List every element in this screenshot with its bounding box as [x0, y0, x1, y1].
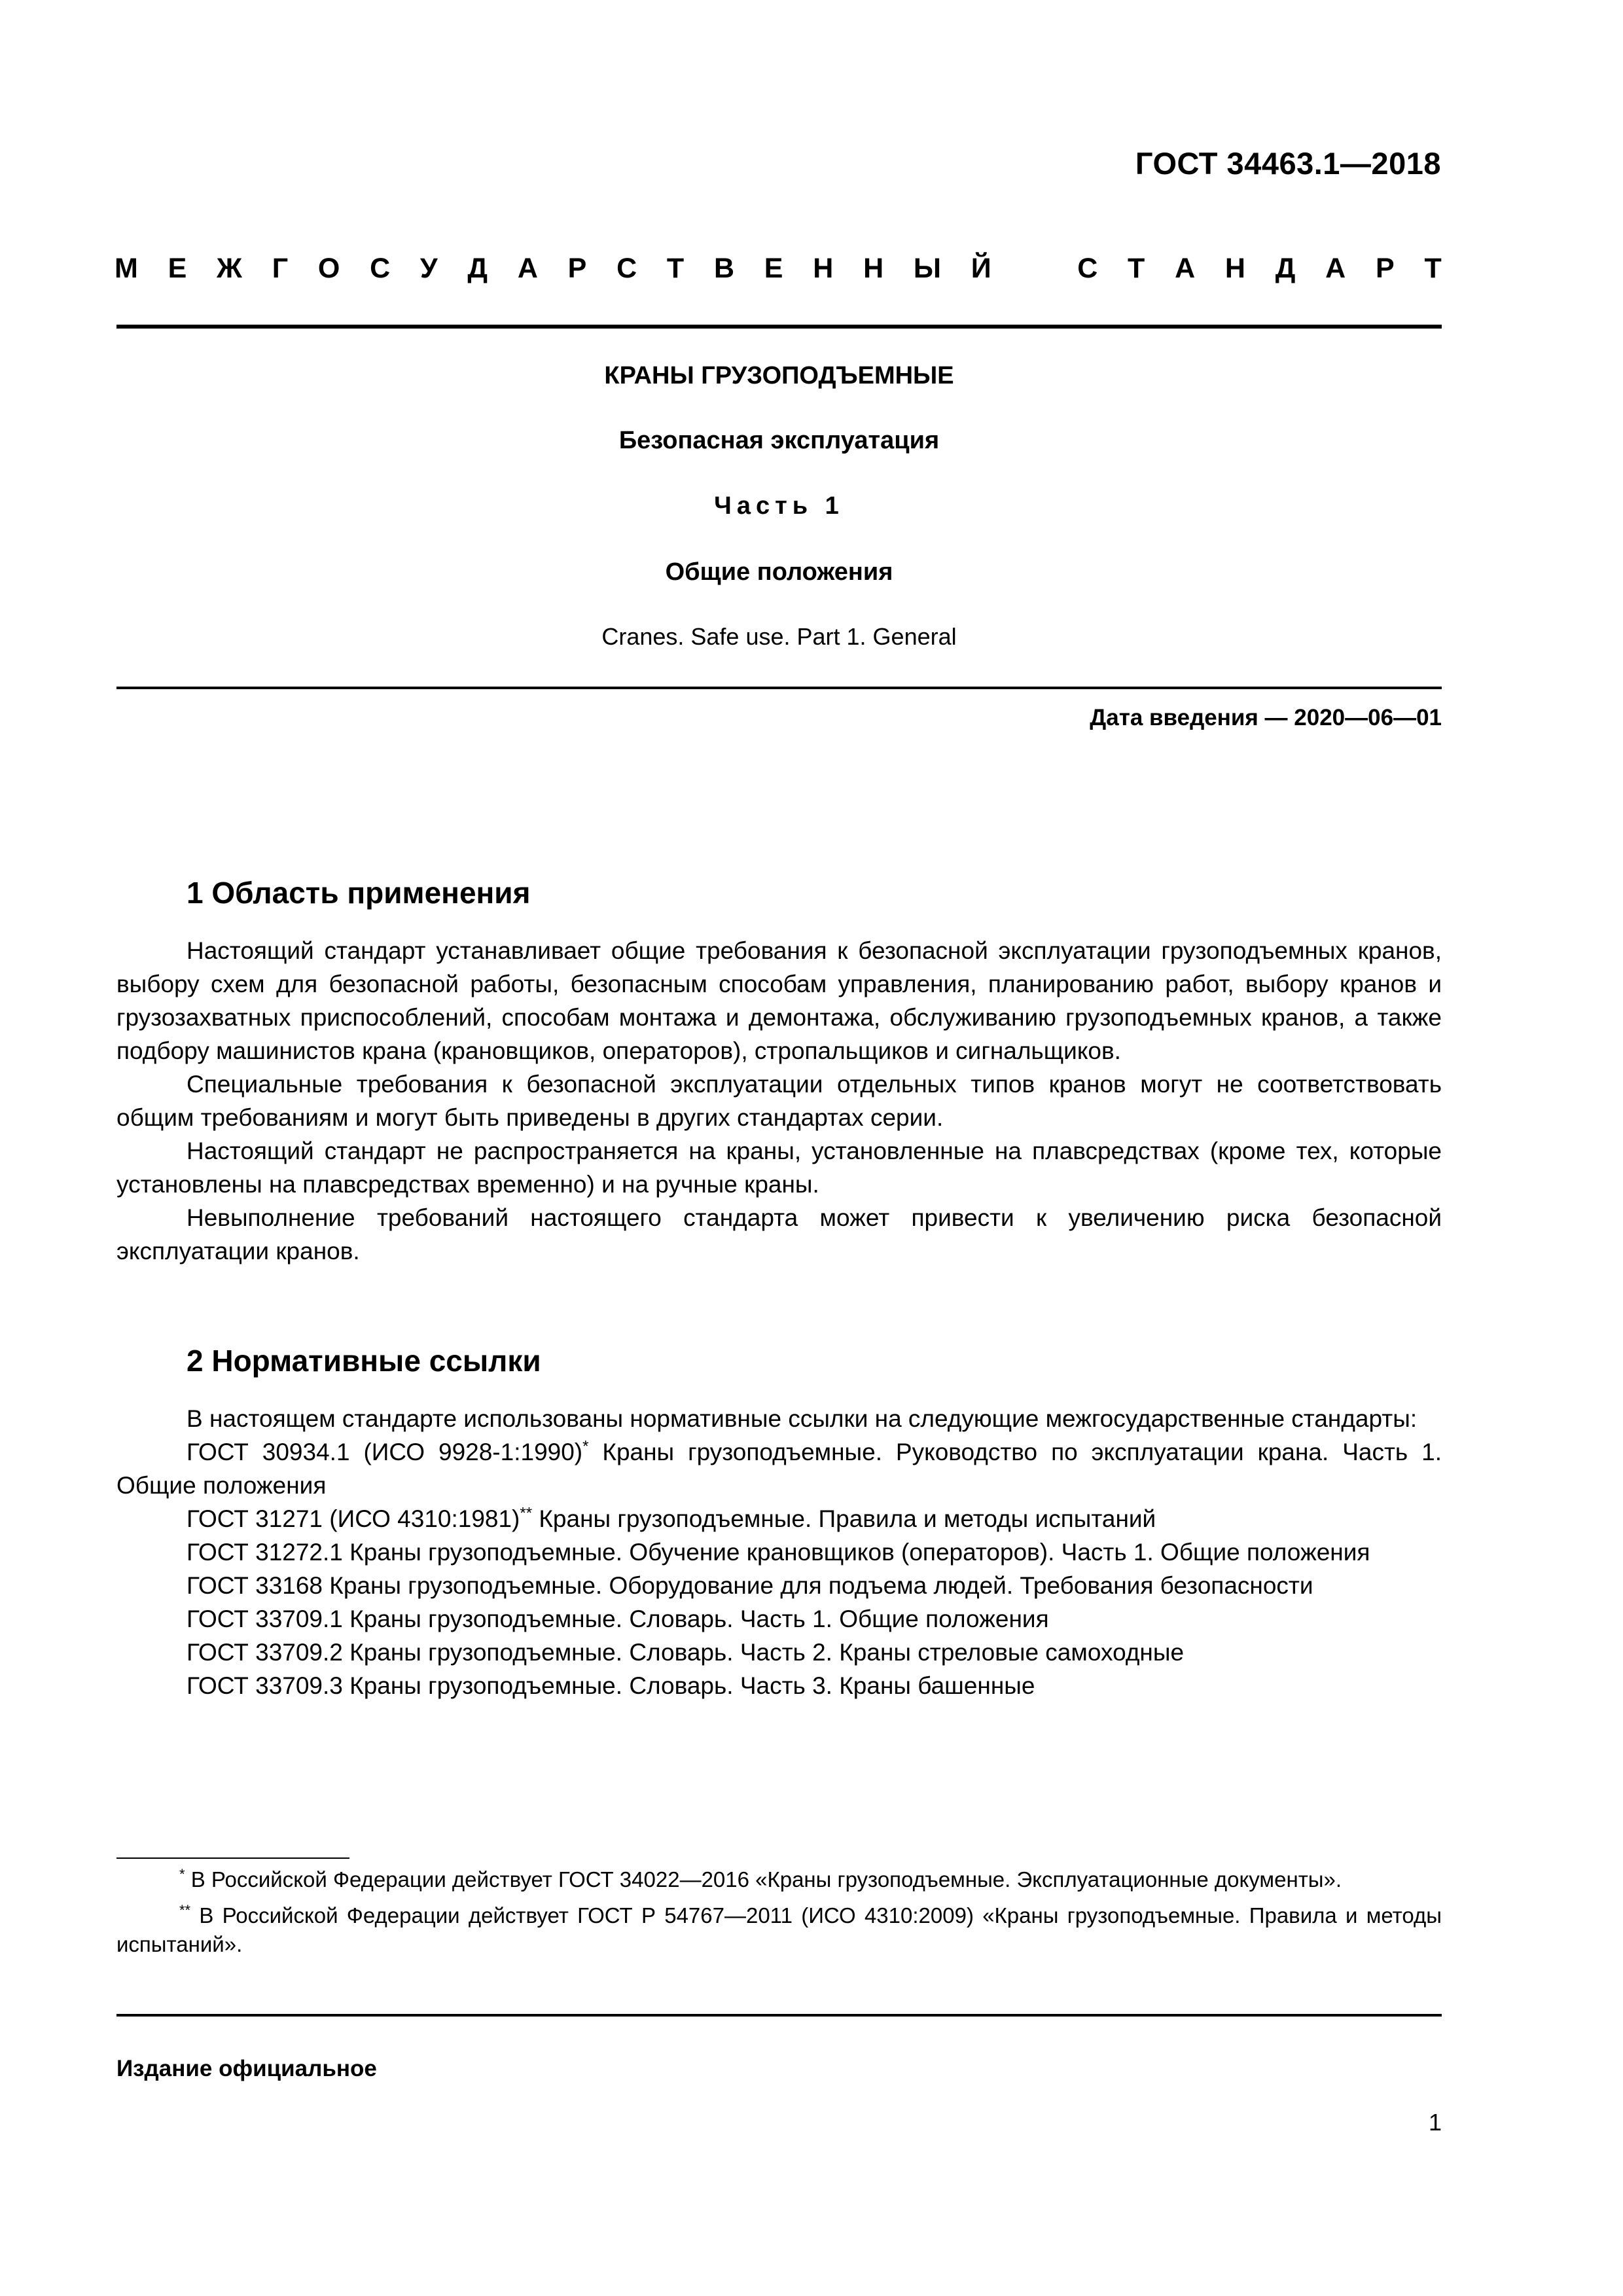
- footnote: ** В Российской Федерации действует ГОСТ Р 54767—2011 (ИСО 4310:2009) «Краны грузоподъемные. Правила и методы испытаний».: [116, 1902, 1442, 1956]
- title-letter: Н: [863, 253, 884, 284]
- title-letter: Ы: [913, 253, 942, 284]
- reference-item: ГОСТ 33709.2 Краны грузоподъемные. Словарь. Часть 2. Краны стреловые самоходные: [187, 1639, 1185, 1666]
- page-number: 1: [1428, 2109, 1442, 2136]
- paragraph: Настоящий стандарт не распространяется на краны, установленные на плавсредствах (кроме тех, которые установлены на плавсредствах временно) и на ручные краны.: [116, 1138, 1442, 1198]
- footnote-separator: [116, 1857, 349, 1859]
- title-letter: Р: [567, 253, 587, 284]
- title-letter: А: [1325, 253, 1346, 284]
- paragraph: Специальные требования к безопасной эксплуатации отдельных типов кранов могут не соответствовать общим требованиям и могут быть приведены в других стандартах серии.: [116, 1071, 1442, 1131]
- intro-date: Дата введения — 2020—06—01: [1090, 705, 1442, 730]
- title-letter: С: [616, 253, 637, 284]
- title-letter: Р: [1375, 253, 1395, 284]
- section-2-heading: 2 Нормативные ссылки: [187, 1344, 541, 1378]
- footnote-marker: *: [582, 1437, 589, 1456]
- footnote-marker: *: [179, 1866, 185, 1882]
- edition-label: Издание официальное: [116, 2056, 377, 2081]
- footnote-marker: **: [520, 1504, 533, 1522]
- standard-type-title: [115, 253, 1442, 285]
- reference-item: ГОСТ 31271 (ИСО 4310:1981)** Краны грузоподъемные. Правила и методы испытаний: [187, 1504, 1156, 1532]
- reference-item: ГОСТ 33709.1 Краны грузоподъемные. Словарь. Часть 1. Общие положения: [187, 1605, 1049, 1632]
- paragraph: Невыполнение требований настоящего стандарта может привести к увеличению риска безопасной эксплуатации кранов.: [116, 1204, 1442, 1265]
- title-letter: Т: [1128, 253, 1145, 284]
- document-part-title: Общие положения: [665, 558, 893, 586]
- title-letter: У: [419, 253, 438, 284]
- english-title: Cranes. Safe use. Part 1. General: [601, 623, 957, 650]
- reference-item: ГОСТ 31272.1 Краны грузоподъемные. Обучение крановщиков (операторов). Часть 1. Общие положения: [187, 1539, 1370, 1566]
- footnotes: [116, 1865, 1442, 1966]
- section-2-body: [116, 1402, 1442, 1702]
- paragraph: Настоящий стандарт устанавливает общие требования к безопасной эксплуатации грузоподъемных кранов, выбору схем для безопасной работы, безопасным способам управления, планированию работ, выбору кранов и грузозахватных приспособлений, способам монтажа и демонтажа, обслуживанию грузоподъемных кранов, а также подбору машинистов крана (крановщиков, операторов), стропальщиков и сигнальщиков.: [116, 937, 1442, 1064]
- gost-number: ГОСТ 34463.1—2018: [1135, 146, 1441, 181]
- title-letter: Д: [1275, 253, 1296, 284]
- title-letter: Н: [813, 253, 834, 284]
- title-rule: [116, 687, 1442, 689]
- title-letter: В: [713, 253, 735, 284]
- footer-rule: [116, 2014, 1442, 2017]
- document-title: КРАНЫ ГРУЗОПОДЪЕМНЫЕ: [604, 362, 954, 389]
- section-1-heading: 1 Область применения: [187, 876, 531, 910]
- header-rule: [116, 325, 1442, 329]
- footnote-marker: **: [179, 1902, 191, 1918]
- title-letter: Т: [666, 253, 685, 284]
- section-1-body: [116, 934, 1442, 1268]
- title-letter: Т: [1424, 253, 1442, 284]
- footnote: * В Российской Федерации действует ГОСТ 34022—2016 «Краны грузоподъемные. Эксплуатационные документы».: [179, 1866, 1342, 1892]
- title-letter: Ж: [217, 253, 242, 284]
- title-letter: А: [517, 253, 538, 284]
- title-letter: С: [370, 253, 391, 284]
- title-letter: Е: [168, 253, 187, 284]
- title-letter: А: [1175, 253, 1196, 284]
- title-letter: Д: [467, 253, 488, 284]
- title-letter: Г: [272, 253, 289, 284]
- word-gap: [1021, 253, 1047, 285]
- title-letter: М: [115, 253, 138, 284]
- paragraph: В настоящем стандарте использованы нормативные ссылки на следующие межгосударственные стандарты:: [187, 1405, 1418, 1432]
- reference-item: ГОСТ 33709.3 Краны грузоподъемные. Словарь. Часть 3. Краны башенные: [187, 1672, 1035, 1699]
- title-letter: Й: [971, 253, 991, 284]
- title-letter: Е: [764, 253, 783, 284]
- reference-item: ГОСТ 33168 Краны грузоподъемные. Оборудование для подъема людей. Требования безопасности: [187, 1572, 1313, 1599]
- document-part: Часть 1: [714, 492, 844, 520]
- title-letter: О: [317, 253, 340, 284]
- title-letter: Н: [1224, 253, 1245, 284]
- title-letter: С: [1077, 253, 1098, 284]
- reference-item: ГОСТ 30934.1 (ИСО 9928-1:1990)* Краны грузоподъемные. Руководство по эксплуатации крана. Часть 1. Общие положения: [116, 1437, 1442, 1499]
- document-subtitle: Безопасная эксплуатация: [618, 427, 940, 454]
